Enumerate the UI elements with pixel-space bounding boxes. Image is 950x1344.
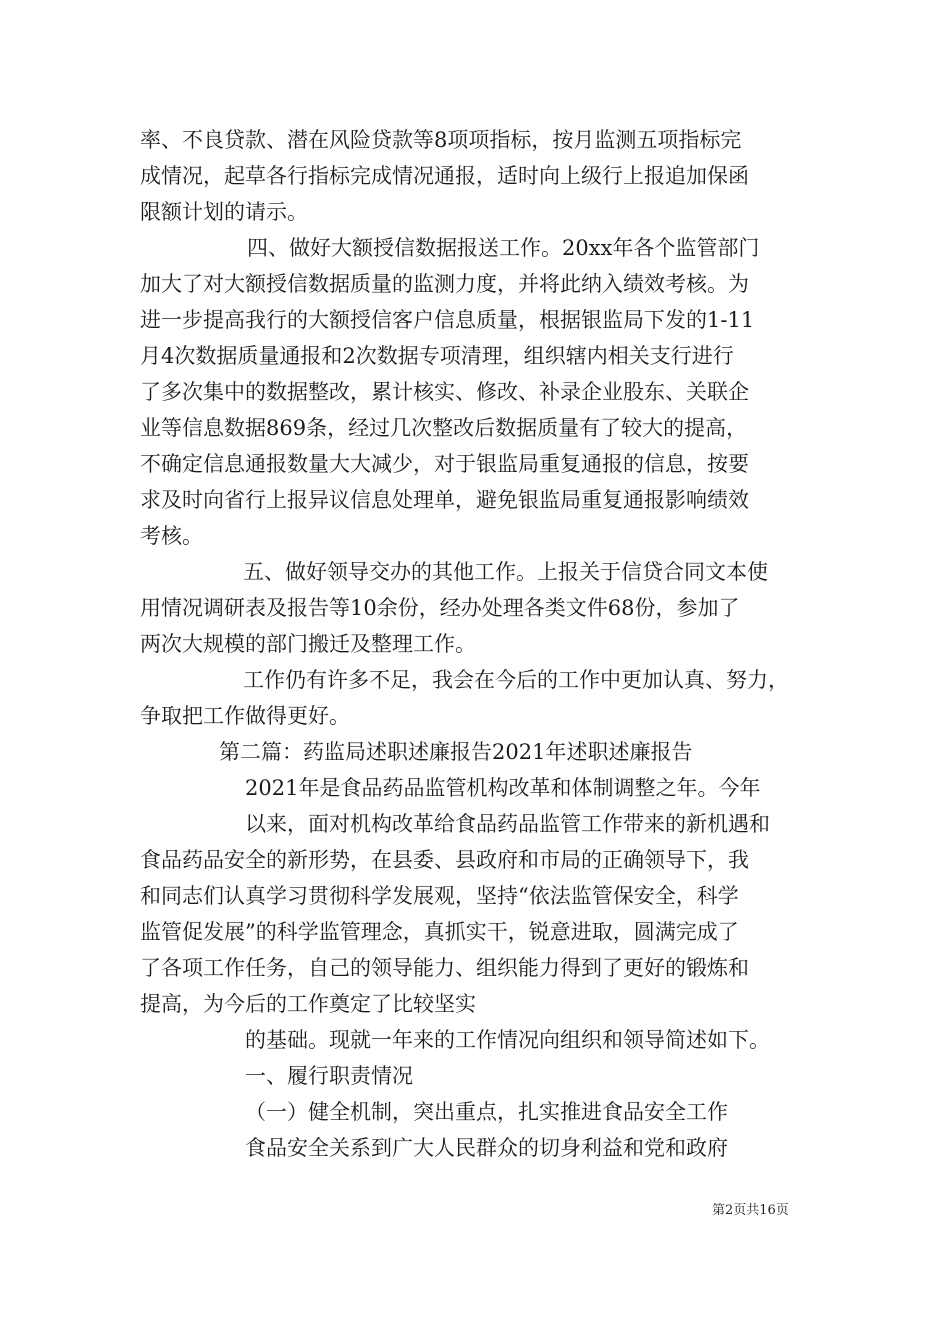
- text-line: 率、不良贷款、潜在风险贷款等8项项指标，按月监测五项指标完: [140, 128, 742, 152]
- text-line: 成情况，起草各行指标完成情况通报，适时向上级行上报追加保函: [140, 164, 749, 188]
- text-line: 四、做好大额授信数据报送工作。20xx年各个监管部门: [247, 236, 760, 260]
- text-line: 2021年是食品药品监管机构改革和体制调整之年。今年: [245, 776, 761, 800]
- text-line: 不确定信息通报数量大大减少，对于银监局重复通报的信息，按要: [140, 452, 749, 476]
- text-line: 考核。: [140, 524, 203, 548]
- text-line: 工作仍有许多不足，我会在今后的工作中更加认真、努力，: [243, 668, 789, 692]
- text-line: 监管促发展”的科学监管理念，真抓实干，锐意进取，圆满完成了: [140, 920, 739, 944]
- text-line: 提高，为今后的工作奠定了比较坚实: [140, 992, 476, 1016]
- text-line: 加大了对大额授信数据质量的监测力度，并将此纳入绩效考核。为: [140, 272, 749, 296]
- text-line: 进一步提高我行的大额授信客户信息质量，根据银监局下发的1-11: [140, 308, 755, 332]
- text-line: 限额计划的请示。: [140, 200, 308, 224]
- text-line: 食品安全关系到广大人民群众的切身利益和党和政府: [245, 1136, 728, 1160]
- text-line: 和同志们认真学习贯彻科学发展观，坚持“依法监管保安全，科学: [140, 884, 739, 908]
- text-line: 两次大规模的部门搬迁及整理工作。: [140, 632, 476, 656]
- text-line: 求及时向省行上报异议信息处理单，避免银监局重复通报影响绩效: [140, 488, 749, 512]
- section-heading: 第二篇：药监局述职述廉报告2021年述职述廉报告: [219, 740, 693, 764]
- text-line: 业等信息数据869条，经过几次整改后数据质量有了较大的提高，: [140, 416, 748, 440]
- text-line: 用情况调研表及报告等10余份，经办处理各类文件68份，参加了: [140, 596, 740, 620]
- page-number-footer: 第2页共16页: [712, 1203, 789, 1218]
- text-line: 的基础。现就一年来的工作情况向组织和领导简述如下。: [245, 1028, 770, 1052]
- text-line: 以来，面对机构改革给食品药品监管工作带来的新机遇和: [245, 812, 770, 836]
- text-line: 了多次集中的数据整改，累计核实、修改、补录企业股东、关联企: [140, 380, 749, 404]
- text-line: 五、做好领导交办的其他工作。上报关于信贷合同文本使: [243, 560, 768, 584]
- text-line: 食品药品安全的新形势，在县委、县政府和市局的正确领导下，我: [140, 848, 749, 872]
- text-line: 了各项工作任务，自己的领导能力、组织能力得到了更好的锻炼和: [140, 956, 749, 980]
- text-line: 争取把工作做得更好。: [140, 704, 350, 728]
- section-heading: 一、履行职责情况: [245, 1064, 413, 1088]
- text-line: 月4次数据质量通报和2次数据专项清理，组织辖内相关支行进行: [140, 344, 734, 368]
- subsection-heading: （一）健全机制，突出重点，扎实推进食品安全工作: [245, 1100, 728, 1124]
